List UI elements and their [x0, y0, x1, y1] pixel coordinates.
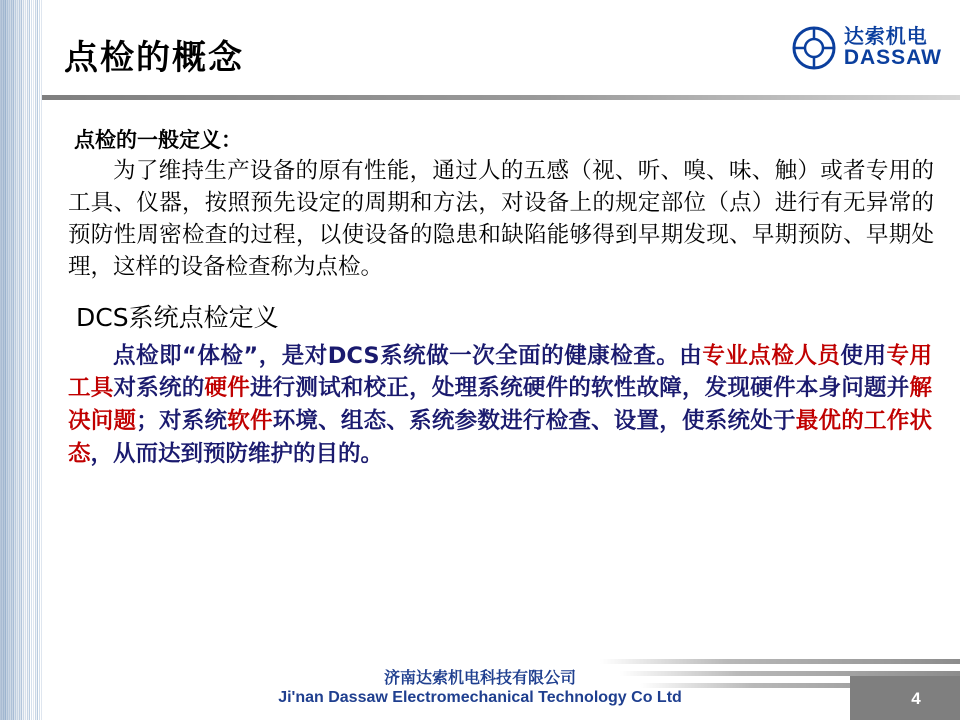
text-run: 使用	[840, 342, 887, 369]
slide-body	[42, 108, 960, 650]
text-run: 点检即“体检”，是对DCS系统做一次全面的健康检查。由	[113, 342, 703, 369]
footer-company-cn: 济南达索机电科技有限公司	[383, 668, 576, 687]
company-logo	[752, 22, 942, 74]
header-divider	[42, 95, 960, 100]
text-run: ；对系统	[136, 408, 228, 434]
footer-company-en: Ji'nan Dassaw Electromechanical Technology Co Ltd	[278, 689, 682, 706]
page-number: 4	[896, 686, 936, 712]
slide-footer	[0, 650, 960, 720]
text-run: 进行测试和校正，处理系统硬件的软性故障，发现硬件本身问题并	[249, 375, 910, 402]
section-2-heading: DCS系统点检定义	[76, 302, 279, 332]
left-decorative-band	[0, 0, 42, 720]
section-2-paragraph	[68, 340, 932, 471]
slide-header	[42, 0, 960, 95]
logo-text-cn: 达索机电	[843, 24, 928, 49]
highlighted-run: 专业点检人员	[702, 342, 841, 369]
highlighted-run: 最优的工作状态	[68, 408, 932, 467]
dassaw-logo-icon	[792, 26, 836, 70]
left-band-gradient	[0, 0, 42, 720]
section-1-paragraph: 为了维持生产设备的原有性能，通过人的五感（视、听、嗅、味、触）或者专用的工具、仪器，按照预先设定的周期和方法，对设备上的规定部位（点）进行有无异常的预防性周密检查的过程，以使设备的隐患和缺陷能够得到早期发现、早期预防、早期处理，这样的设备检查称为点检。	[68, 158, 934, 280]
page-title: 点检的概念	[64, 38, 244, 78]
highlighted-run: 硬件	[204, 375, 250, 402]
highlighted-run: 解决问题	[68, 375, 932, 434]
text-run: 对系统的	[113, 375, 205, 402]
highlighted-run: 专用工具	[68, 342, 932, 402]
logo-text-en: DASSAW	[843, 46, 942, 70]
logo-wordmark	[844, 26, 942, 69]
section-1-heading: 点检的一般定义：	[74, 128, 242, 152]
highlighted-run: 软件	[227, 408, 273, 434]
footer-company	[0, 668, 960, 708]
text-run: ，从而达到预防维护的目的。	[90, 440, 384, 467]
text-run: 环境、组态、系统参数进行检查、设置，使系统处于	[272, 408, 796, 434]
